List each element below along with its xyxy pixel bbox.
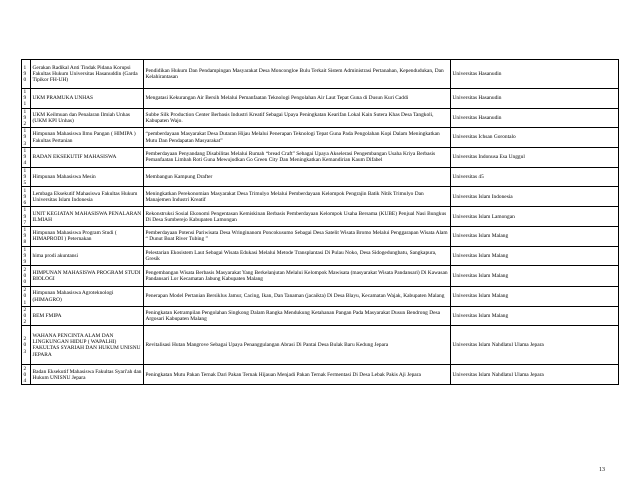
row-number-cell: 194 — [22, 147, 31, 167]
table-row — [22, 287, 619, 307]
table-row — [22, 167, 619, 187]
table-row — [22, 108, 619, 128]
organization-cell: BEM FMIPA — [31, 306, 144, 326]
university-cell: Universitas Islam Indonesia — [451, 187, 619, 207]
row-number-cell: 203 — [22, 326, 31, 365]
row-number-cell: 195 — [22, 167, 31, 187]
grant-recipients-table — [21, 59, 619, 385]
program-title-cell: “pemberdayaan Masyarakat Desa Dutaran Hijau Melalui Penerapan Teknologi Tepat Guna Pada Pengolahan Kopi Dalam Meningkatkan Mutu Dan Pendapatan Masyarakat” — [144, 128, 451, 148]
program-title-cell: Subbe Silk Production Center Berbasis Industri Kreatif Sebagai Upaya Peningkatan Kearifan Lokal Kain Sutera Khas Desa Tangkoli, Kabupaten Wajo. — [144, 108, 451, 128]
university-cell: Universitas Hasanudin — [451, 60, 619, 89]
university-cell: Universitas Islam Malang — [451, 227, 619, 247]
university-cell: Universitas Islam Nahdlatul Ulama Jepara — [451, 326, 619, 365]
university-cell: Universitas 45 — [451, 167, 619, 187]
table-row — [22, 187, 619, 207]
university-cell: Universitas Ichsan Gorontalo — [451, 128, 619, 148]
organization-cell: UKM PRAMUKA UNHAS — [31, 89, 144, 109]
organization-cell: Himpunan Mahasiswa Mesin — [31, 167, 144, 187]
row-number-cell: 198 — [22, 227, 31, 247]
table-row — [22, 306, 619, 326]
program-title-cell: Membangun Kampung Drafter — [144, 167, 451, 187]
row-number-cell: 200 — [22, 266, 31, 287]
organization-cell: Lembaga Eksekutif Mahasiswa Fakultas Hukum Universitas Islam Indonesia — [31, 187, 144, 207]
row-number-cell: 193 — [22, 128, 31, 148]
row-number-cell: 204 — [22, 365, 31, 385]
program-title-cell: Meningkatkan Perekonomian Masyarakat Desa Trimulyo Melalui Pemberdayaan Kelompok Pengrajin Batik Nitik Trimulyo Dan Manajemen Industri Kreatif — [144, 187, 451, 207]
university-cell: Universitas Hasanudin — [451, 89, 619, 109]
table-row — [22, 207, 619, 227]
program-title-cell: Pelestarian Ekosistem Laut Sebagai Wisata Edukasi Melalui Metode Transplantasi Di Pulau Noko, Desa Sidogedungbatu, Sangkapura, Gresik — [144, 246, 451, 266]
program-title-cell: Rekonstruksi Sosial Ekonomi Pengentasan Kemiskinan Berbasis Pemberdayaan Kelompok Usaha Bersama (KUBE) Penjual Nasi Bungkus Di Desa Sumberejo Kabupaten Lamongan — [144, 207, 451, 227]
table-row — [22, 266, 619, 287]
table-body — [22, 60, 619, 385]
program-title-cell: Penerapan Model Pertanian Bersiklus Jamur, Cacing, Ikan, Dan Tanaman (jacaikta) Di Desa Blayu, Kecamatan Wajak, Kabupaten Malang — [144, 287, 451, 307]
row-number-cell: 191 — [22, 89, 31, 109]
table-row — [22, 365, 619, 385]
organization-cell: Himpunan Mahasiswa Program Studi ( HIMAPRODI ) Peternakan — [31, 227, 144, 247]
organization-cell: BADAN EKSEKUTIF MAHASISWA — [31, 147, 144, 167]
university-cell: Universitas Islam Malang — [451, 306, 619, 326]
row-number-cell: 192 — [22, 108, 31, 128]
university-cell: Universitas Islam Lamongan — [451, 207, 619, 227]
program-title-cell: Pendidikan Hukum Dan Pendampingan Masyarakat Desa Moncongloe Bulu Terkait Sistem Administrasi Pertanahan, Kependudukan, Dan Kelahirantasan — [144, 60, 451, 89]
table-row — [22, 326, 619, 365]
organization-cell: Gerakan Radikal Anti Tindak Pidana Korupsi Fakultas Hukum Universitas Hasanuddin (Garda Tipikor FH-UH) — [31, 60, 144, 89]
program-title-cell: Peningkatan Ketrampilan Pengolahan Singkong Dalam Rangka Mendukung Ketahanan Pangan Pada Masyarakat Dusun Bendrong Desa Argosari Kabupaten Malang — [144, 306, 451, 326]
row-number-cell: 190 — [22, 60, 31, 89]
program-title-cell: Revitalisasi Hutan Mangrove Sebagai Upaya Penanggulangan Abrasi Di Pantai Desa Bulak Baru Kedung Jepara — [144, 326, 451, 365]
table-row — [22, 89, 619, 109]
program-title-cell: Pemberdayaan Potensi Pariwisata Desa Wringinanom Poncokusumo Sebagai Desa Satelit Wisata Bromo Melalui Penggarapan Wisata Alam “ Dunut Boat River Tubing ” — [144, 227, 451, 247]
organization-cell: Himpunan Mahasiswa Ilmu Pangan ( HIMIPA ) Fakultas Pertanian — [31, 128, 144, 148]
organization-cell: UKM Keilmuan dan Penalaran Ilmiah Unhas (UKM KPI Unhas) — [31, 108, 144, 128]
organization-cell: hima prodi akuntansi — [31, 246, 144, 266]
table-row — [22, 147, 619, 167]
program-title-cell: Peningkatan Mutu Pakan Ternak Dari Pakan Ternak Hijauan Menjadi Pakan Ternak Fermentasi Di Desa Lebak Pakis Aji Jepara — [144, 365, 451, 385]
row-number-cell: 202 — [22, 306, 31, 326]
row-number-cell: 196 — [22, 187, 31, 207]
table-row — [22, 227, 619, 247]
program-title-cell: Pemberdayaan Penyandang Disabilitas Melalui Rumah “bread Craft” Sebagai Upaya Akselerasi Pengembangan Usaha Kriya Berbasis Pemanfaatan Limbah Roti Guna Mewujudkan Go Green City Dan Meningkatkan Kemandirian Kaum Difabel — [144, 147, 451, 167]
table-row — [22, 60, 619, 89]
row-number-cell: 197 — [22, 207, 31, 227]
university-cell: Universitas Islam Malang — [451, 246, 619, 266]
university-cell: Universitas Islam Malang — [451, 287, 619, 307]
table-row — [22, 246, 619, 266]
organization-cell: HIMPUNAN MAHASISWA PROGRAM STUDI BIOLOGI — [31, 266, 144, 287]
organization-cell: Himpunan Mahasiswa Agroteknologi (HIMAGRO) — [31, 287, 144, 307]
organization-cell: WAHANA PENCINTA ALAM DAN LINGKUNGAN HIDUP ( WAPALHI) FAKULTAS SYARIAH DAN HUKUM UNISNU JEPARA — [31, 326, 144, 365]
university-cell: Universitas Islam Malang — [451, 266, 619, 287]
page-number: 13 — [599, 467, 605, 473]
row-number-cell: 201 — [22, 287, 31, 307]
university-cell: Universitas Hasanudin — [451, 108, 619, 128]
row-number-cell: 199 — [22, 246, 31, 266]
program-title-cell: Mengatasi Kekurangan Air Bersih Melalui Pemanfaatan Teknologi Pengolahan Air Laut Tepat Guna di Dusun Kuri Caddi — [144, 89, 451, 109]
university-cell: Universitas Indonusa Esa Unggul — [451, 147, 619, 167]
university-cell: Universitas Islam Nahdlatul Ulama Jepara — [451, 365, 619, 385]
organization-cell: UNIT KEGIATAN MAHASISWA PENALARAN ILMIAH — [31, 207, 144, 227]
organization-cell: Badan Eksekutif Mahasiswa Fakultas Syari'ah dan Hukum UNISNU Jepara — [31, 365, 144, 385]
program-title-cell: Pengembangan Wisata Berbasis Masyarakat Yang Berkelanjutan Melalui Kelompok Mawisata (masyarakat Wisata Pandansari) Di Kawasan Pandansari Lor Kecamatan Jabung Kabupaten Malang — [144, 266, 451, 287]
table-row — [22, 128, 619, 148]
